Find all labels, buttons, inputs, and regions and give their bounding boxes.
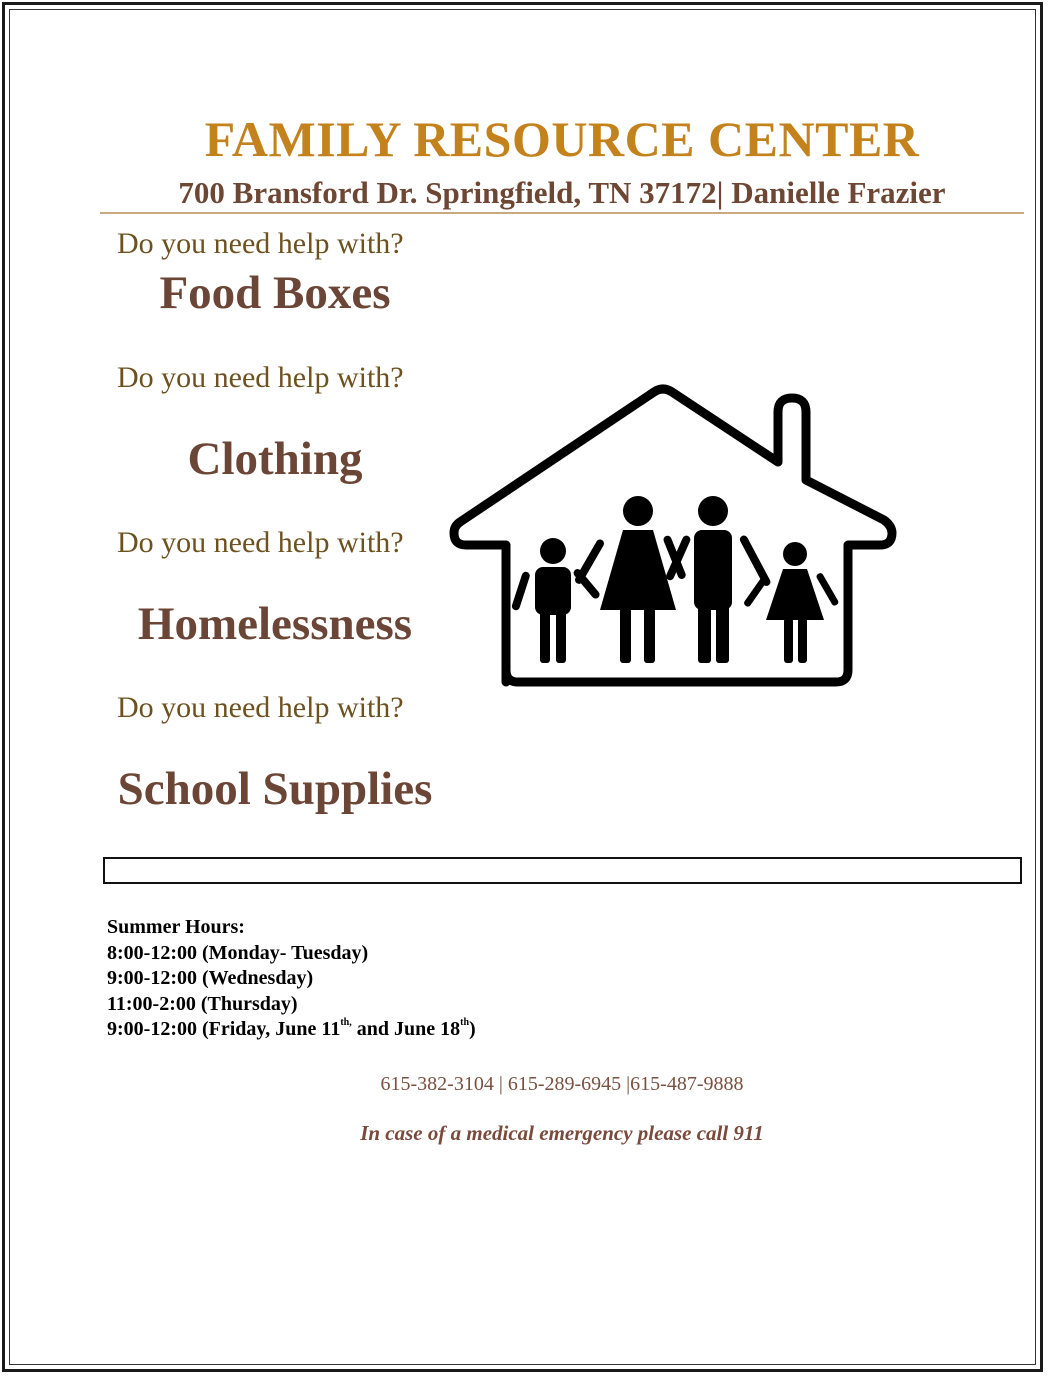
page-title: FAMILY RESOURCE CENTER (204, 111, 920, 167)
figure-man (665, 496, 772, 663)
hours-heading: Summer Hours: (107, 916, 245, 938)
house-outline (454, 389, 892, 682)
service-question-2: Do you need help with? (117, 361, 404, 394)
service-topic-homelessness: Homelessness (137, 598, 413, 650)
hours-line-4-part-b: and June 18 (351, 1018, 461, 1040)
phone-numbers: 615-382-3104 | 615-289-6945 |615-487-9888 (380, 1073, 744, 1095)
summer-hours (107, 915, 476, 1043)
service-topic-school-supplies: School Supplies (117, 763, 433, 815)
blank-text-box (103, 857, 1022, 884)
hours-line-4 (107, 1017, 476, 1043)
hours-line-1: 8:00-12:00 (Monday- Tuesday) (107, 941, 369, 964)
hours-line-4-sup-2: th (460, 1017, 470, 1029)
address-line: 700 Bransford Dr. Springfield, TN 37172| Danielle Frazier (178, 175, 946, 210)
hours-line-4-sup-1: th, (340, 1017, 352, 1029)
header-divider (100, 212, 1024, 214)
service-question-4: Do you need help with? (117, 691, 404, 724)
family-house-icon (448, 380, 898, 690)
figure-boy (511, 538, 601, 663)
hours-line-4-part-c: ) (469, 1018, 476, 1040)
hours-line-4-part-a: 9:00-12:00 (Friday, June 11 (107, 1018, 341, 1040)
emergency-note: In case of a medical emergency please call 911 (360, 1121, 764, 1145)
service-topic-clothing: Clothing (187, 433, 363, 485)
hours-line-2: 9:00-12:00 (Wednesday) (107, 967, 314, 989)
service-question-1: Do you need help with? (117, 227, 404, 260)
service-topic-food-boxes: Food Boxes (159, 267, 391, 319)
hours-line-3: 11:00-2:00 (Thursday) (107, 992, 298, 1015)
service-question-3: Do you need help with? (117, 526, 404, 559)
